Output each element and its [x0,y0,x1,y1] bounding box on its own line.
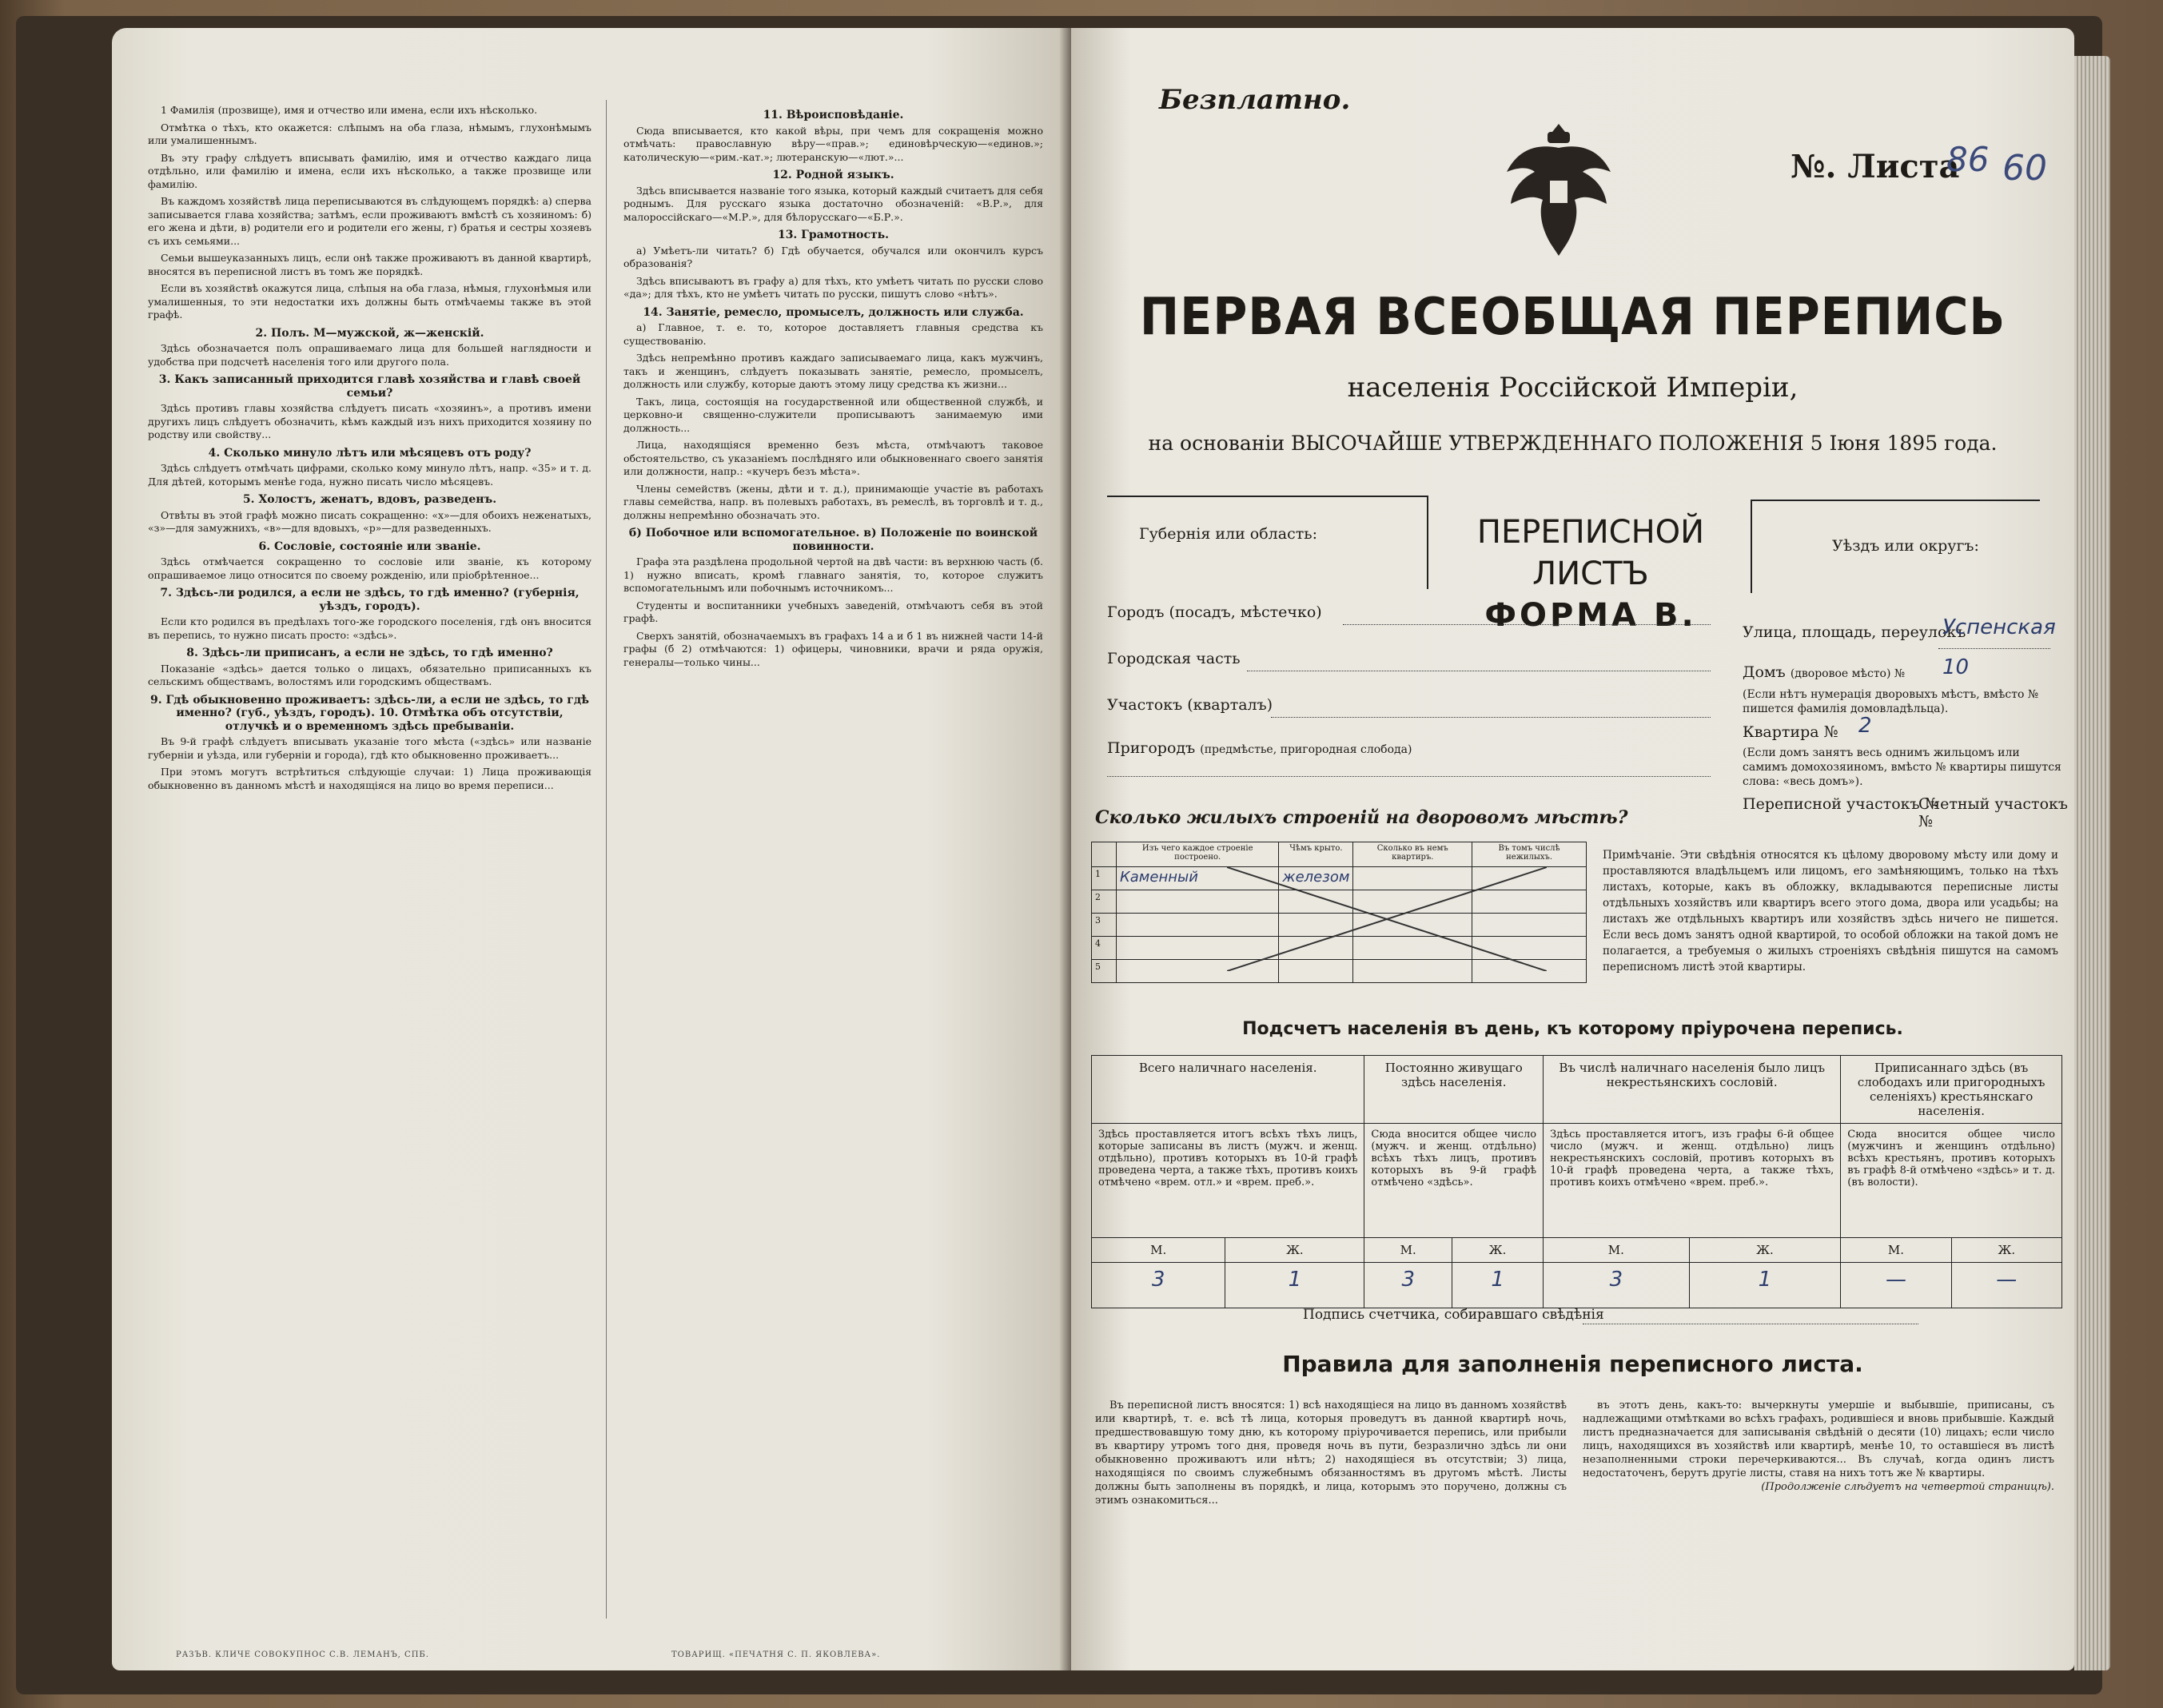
rules-column-2 [1583,1399,2054,1494]
instruction-heading: 13. Грамотность. [777,229,890,241]
instruction-paragraph: а) Умѣетъ-ли читать? б) Гдѣ обучается, обучался или окончилъ курсъ образованія? [623,244,1043,269]
street-field [1938,647,2050,649]
count-title: Подсчетъ населенія въ день, къ которому пріурочена перепись. [1242,1019,1903,1039]
printer-imprint-right: ТОВАРИЩ. «ПЕЧАТНЯ С. П. ЯКОВЛЕВА». [671,1650,881,1659]
non-peasant-female: 1 [1689,1263,1841,1308]
sex-f: Ж. [1951,1238,2061,1263]
instruction-paragraph: Семьи вышеуказанныхъ лицъ, если онѣ также проживаютъ въ данной квартирѣ, вносятся въ переписной листъ въ томъ же порядкѣ. [148,252,592,277]
suburb-label-text: Пригородъ [1107,739,1196,757]
instruction-paragraph: Лица, находящіяся временно безъ мѣста, отмѣчаютъ таковое обстоятельство, съ указаніемъ послѣдняго или обыкновеннаго своего занятія или должности, напр.: «кучеръ безъ мѣста». [623,439,1043,477]
count-desc-total: Здѣсь проставляется итогъ всѣхъ тѣхъ лицъ, которые записаны въ листъ (мужч. и женщ. отдѣльно), противъ которыхъ въ 10-й графѣ проведена черта, а также тѣхъ, противъ коихъ отмѣчено «врем. отл.» и «врем. преб.». [1092,1124,1364,1238]
row-number: 4 [1092,937,1117,960]
instruction-heading: 7. Здѣсь-ли родился, а если не здѣсь, то гдѣ именно? (губернія, уѣздъ, городъ). [160,587,580,613]
row-number: 1 [1092,867,1117,890]
instruction-heading: 4. Сколько минуло лѣтъ или мѣсяцевъ отъ роду? [208,446,532,460]
area-label: Участокъ (кварталъ) [1107,696,1273,714]
suburb-label [1107,739,1412,757]
buildings-header-apartments: Сколько въ немъ квартиръ. [1353,842,1472,867]
instruction-paragraph: 1 Фамилія (прозвище), имя и отчество или имена, если ихъ нѣсколько. [161,104,538,116]
instruction-paragraph: При этомъ могутъ встрѣтиться слѣдующіе случаи: 1) Лица проживающія обыкновенно въ данномъ мѣстѣ и находящіяся на лицо во время переписи... [148,766,592,791]
sex-m: М. [1364,1238,1452,1263]
sex-m: М. [1841,1238,1951,1263]
instruction-paragraph: Здѣсь противъ главы хозяйства слѣдуетъ писать «хозяинъ», а противъ имени другихъ лицъ слѣдуетъ обозначить, кѣмъ каждый изъ нихъ приходится хозяину по родству или свойству... [148,402,592,440]
right-page [1071,28,2074,1670]
document-title: ПЕРВАЯ ВСЕОБЩАЯ ПЕРЕПИСЬ [1139,288,2006,347]
province-label: Губернія или область: [1139,525,1317,543]
instruction-paragraph: Здѣсь слѣдуетъ отмѣчать цифрами, сколько кому минуло лѣтъ, напр. «35» и т. д. Для дѣтей, которымъ менѣе года, нужно писать число мѣсяцевъ. [148,462,592,488]
instruction-paragraph: Въ каждомъ хозяйствѣ лица переписываются въ слѣдующемъ порядкѣ: а) сперва записывается глава хозяйства; затѣмъ, если проживаютъ вмѣстѣ съ хозяиномъ: б) его жена и дѣти, в) родители его и родители его жены, г) братья и сестры хозяевъ съ ихъ семьями... [148,195,592,247]
census-area-label: Переписной участокъ № [1743,795,1939,813]
instruction-paragraph: Сюда вписывается, кто какой вѣры, при чемъ для сокращенія можно отмѣчать: православную вѣру—«прав.»; единовѣрческую—«единов.»; католическую—«рим.-кат.»; лютеранскую—«лют.»... [623,124,1043,163]
row-number: 5 [1092,960,1117,983]
free-label: Безплатно. [1159,84,1351,116]
count-desc-peasant: Сюда вносится общее число (мужчинъ и женщинъ отдѣльно) всѣхъ крестьянъ, противъ которыхъ въ графѣ 8-й отмѣчено «здѣсь» и т. д. (въ волости). [1841,1124,2062,1238]
area-field [1271,716,1711,718]
peasant-male: — [1841,1263,1951,1308]
house-label-text: Домъ [1743,663,1786,681]
total-female: 1 [1225,1263,1364,1308]
sex-m: М. [1544,1238,1689,1263]
row-number: 3 [1092,914,1117,937]
house-note: (Если нѣтъ нумерація дворовыхъ мѣстъ, вмѣсто № пишется фамилія домовладѣльца). [1743,688,2039,715]
instruction-heading: 6. Сословіе, состояніе или званіе. [258,539,481,553]
house-value: 10 [1942,655,1970,679]
city-label: Городъ (посадъ, мѣстечко) [1107,603,1322,621]
instructions-column-1 [148,104,592,796]
rules-text-right: въ этотъ день, какъ-то: вычеркнуты умершіе и выбывшіе, приписаны, съ надлежащими отмѣтками во всѣхъ графахъ, родившіеся и вновь прибывшіе. Каждый листъ предназначается для записыванія свѣдѣній о десяти (10) лицахъ; если число лицъ, находящихся въ хозяйствѣ или квартирѣ, менѣе 10, то оставшіеся въ листѣ незаполненными строки перечеркиваются... Въ случаѣ, когда одинъ листъ недостаточенъ, берутъ другіе листы, ставя на нихъ тотъ же № квартиры. [1583,1399,2054,1479]
rules-text-left: Въ переписной листъ вносятся: 1) всѣ находящіеся на лицо въ данномъ хозяйствѣ или квартирѣ, т. е. всѣ тѣ лица, которыя проведутъ въ данной квартирѣ ночь, предшествовавшую тому дню, къ которому пріурочивается перепись, или прибыли въ квартиру утромъ того дня, проведя ночь въ пути, безразлично здѣсь ли они обыкновенно проживаютъ или нѣтъ; 2) находящіеся въ отсутствіи; 3) лица, находящіяся по своимъ служебнымъ обязанностямъ въ другомъ мѣстѣ. Листы должны быть заполнены въ порядкѣ, и лица, которымъ это поручено, должны съ этимъ ознакомиться... [1095,1399,1567,1507]
sex-f: Ж. [1689,1238,1841,1263]
enumerator-signature-field [1583,1323,1918,1324]
suburb-field [1107,775,1711,777]
district-label: Уѣздъ или округъ: [1832,537,1979,555]
instruction-heading: 2. Полъ. М—мужской, ж—женскій. [255,326,484,340]
instruction-heading: 14. Занятіе, ремесло, промыселъ, должность или служба. [643,305,1024,319]
instruction-heading: 8. Здѣсь-ли приписанъ, а если не здѣсь, то гдѣ именно? [186,647,553,659]
double-headed-eagle-emblem-icon [1495,116,1623,260]
buildings-header-roof: Чѣмъ крыто. [1279,842,1353,867]
corner-page-number: 60 [2002,148,2047,189]
count-sex-row [1092,1238,2062,1263]
count-header-total: Всего наличнаго населенія. [1092,1056,1364,1124]
rules-title: Правила для заполненія переписного листа. [1282,1351,1863,1377]
instruction-paragraph: а) Главное, т. е. то, которое доставляетъ главныя средства къ существованію. [623,321,1043,347]
rules-continued-note: (Продолженіе слѣдуетъ на четвертой страницѣ). [1761,1481,2054,1493]
count-desc-non-peasant: Здѣсь проставляется итогъ, изъ графы 6-й общее число (мужч. и женщ. отдѣльно) лицъ некрестьянскихъ сословій, противъ которыхъ въ 10-й графѣ проведена черта, а также тѣхъ, противъ коихъ отмѣчено «врем. преб.». [1544,1124,1841,1238]
sheet-number-value: 86 [1946,140,1990,179]
city-part-label: Городская часть [1107,650,1241,667]
instruction-heading: 5. Холостъ, женатъ, вдовъ, разведенъ. [242,493,497,506]
count-header-peasant: Приписаннаго здѣсь (въ слободахъ или пригородныхъ селеніяхъ) крестьянскаго населенія. [1841,1056,2062,1124]
instruction-paragraph: Здѣсь непремѣнно противъ каждаго записываемаго лица, какъ мужчинъ, такъ и женщинъ, слѣдуетъ показывать занятіе, ремесло, промыселъ, должность или службу, которые даютъ этому лицу средства къ жизни... [623,352,1043,390]
count-description-row [1092,1124,2062,1238]
page-stack-edge [2074,56,2110,1670]
instruction-paragraph: Въ 9-й графѣ слѣдуетъ вписывать указаніе того мѣста («здѣсь» или названіе губерніи и уѣзда, или губерніи и города), гдѣ кто обыкновенно проживаетъ... [148,735,592,761]
street-value: Успенская [1942,615,2056,639]
building-material: Каменный [1117,867,1279,890]
instruction-paragraph: Такъ, лица, состоящія на государственной или общественной службѣ, и церковно-и священно-служители прописываютъ занимаемую ими должность... [623,395,1043,434]
instruction-heading: 11. Вѣроисповѣданіе. [763,109,904,121]
apartment-note: (Если домъ занятъ весь однимъ жильцомъ или самимъ домохозяиномъ, вмѣсто № квартиры пишутся слова: «весь домъ»). [1743,747,2061,788]
permanent-male: 3 [1364,1263,1452,1308]
rules-column-1 [1095,1399,1567,1507]
document-subtitle: населенія Россійской Имперіи, [1347,372,1799,404]
population-count-table [1091,1055,2062,1308]
buildings-header-num [1092,842,1117,867]
instruction-heading: б) Побочное или вспомогательное. в) Положеніе по воинской повинности. [628,527,1038,553]
apartment-value: 2 [1858,714,1872,738]
instruction-paragraph: Здѣсь отмѣчается сокращенно то сословіе или званіе, къ которому опрашиваемое лицо относится по своему рожденію, или пріобрѣтенное... [148,555,592,581]
crossed-out-cells-mark [1227,867,1547,971]
form-title-line-1: ПЕРЕПИСНОЙ ЛИСТЪ [1476,514,1705,592]
buildings-header-material: Изъ чего каждое строеніе построено. [1117,842,1279,867]
sheet-number-label: №. Листа [1791,148,1960,185]
house-hint: (дворовое мѣсто) № [1790,667,1906,680]
count-header-permanent: Постоянно живущаго здѣсь населенія. [1364,1056,1544,1124]
instruction-paragraph: Здѣсь обозначается полъ опрашиваемаго лица для большей наглядности и удобства при подсчетѣ населенія того или другого пола. [148,342,592,368]
enumerator-signature-label: Подпись счетчика, собиравшаго свѣдѣнія [1303,1307,1604,1323]
form-title [1423,512,1759,636]
instruction-heading: 3. Какъ записанный приходится главѣ хозяйства и главѣ своей семьи? [158,373,581,400]
count-values-row [1092,1263,2062,1308]
instruction-paragraph: Сверхъ занятій, обозначаемыхъ въ графахъ 14 а и б 1 въ нижней части 14-й графы (б 2) отмѣчаются: 1) офицеры, чиновники, врачи и ряда оружія, генералы—только чины... [623,629,1043,668]
instruction-paragraph: Если въ хозяйствѣ окажутся лица, слѣпыя на оба глаза, нѣмыя, глухонѣмыя или умалишенныя, то эти недостатки ихъ должны быть отмѣчаемы также въ этой графѣ. [148,282,592,320]
total-male: 3 [1092,1263,1225,1308]
instruction-paragraph: Показаніе «здѣсь» дается только о лицахъ, обязательно приписанныхъ къ сельскимъ обществамъ, волостямъ или городскимъ обществамъ. [148,662,592,687]
city-field [1343,623,1711,625]
sex-m: М. [1092,1238,1225,1263]
instruction-paragraph: Въ эту графу слѣдуетъ вписывать фамилію, имя и отчество каждаго лица отдѣльно, или фамилію и имена, если ихъ нѣсколько, а также прозвище или фамилію. [148,151,592,190]
buildings-note: Примѣчаніе. Эти свѣдѣнія относятся къ цѣлому дворовому мѣсту или дому и проставляются владѣльцемъ или лицомъ, его замѣняющимъ, только на тѣхъ листахъ, которые, какъ въ обложку, вкладываются переписные листы отдѣльныхъ хозяйствъ или квартиръ всего этого дома, двора или усадьбы; на листахъ же отдѣльныхъ квартиръ или хозяйствъ здѣсь ничего не пишется. Если весь домъ занятъ одной квартирой, то особой обложки на такой домъ не полагается, а требуемыя о жилыхъ строеніяхъ свѣдѣнія пишутся на самомъ переписномъ листѣ этой квартиры. [1603,849,2058,973]
legal-basis: на основаніи ВЫСОЧАЙШЕ УТВЕРЖДЕННАГО ПОЛОЖЕНІЯ 5 Іюня 1895 года. [1148,432,1998,455]
instruction-paragraph: Отмѣтка о тѣхъ, кто окажется: слѣпымъ на оба глаза, нѣмымъ, глухонѣмымъ или умалишеннымъ. [148,121,592,146]
count-header-row [1092,1056,2062,1124]
instruction-paragraph: Студенты и воспитанники учебныхъ заведеній, отмѣчаютъ себя въ этой графѣ. [623,599,1043,624]
form-title-line-2: ФОРМА В. [1484,597,1697,634]
province-box [1107,496,1428,589]
house-label [1743,663,1905,681]
buildings-header-nonresidential: Въ томъ числѣ нежилыхъ. [1472,842,1587,867]
building-roof: железом [1279,867,1353,890]
column-divider [606,100,607,1618]
instruction-heading: 12. Родной языкъ. [772,169,894,181]
sex-f: Ж. [1452,1238,1544,1263]
buildings-header-row [1092,842,1587,867]
instruction-paragraph: Отвѣты въ этой графѣ можно писать сокращенно: «х»—для обоихъ неженатыхъ, «з»—для замужнихъ, «в»—для вдовыхъ, «р»—для разведенныхъ. [148,508,592,534]
non-peasant-male: 3 [1544,1263,1689,1308]
peasant-female: — [1951,1263,2061,1308]
count-desc-permanent: Сюда вносится общее число (мужч. и женщ. отдѣльно) всѣхъ тѣхъ лицъ, противъ которыхъ въ 9-й графѣ отмѣчено «здѣсь». [1364,1124,1544,1238]
city-part-field [1247,670,1711,671]
instruction-paragraph: Члены семействъ (жены, дѣти и т. д.), принимающіе участіе въ работахъ главы семейства, напр. въ полевыхъ работахъ, въ ремеслѣ, въ торговлѣ и т. д., должны непремѣнно обозначать это. [623,482,1043,521]
instruction-paragraph: Здѣсь вписывается названіе того языка, который каждый считаетъ для себя роднымъ. Для русскаго языка достаточно обозначеній: «В.Р.», для малороссійскаго—«М.Р.», для бѣлорусскаго—«Б.Р.». [623,184,1043,223]
count-header-non-peasant: Въ числѣ наличнаго населенія было лицъ некрестьянскихъ сословій. [1544,1056,1841,1124]
district-box [1751,500,2040,593]
suburb-hint: (предмѣстье, пригородная слобода) [1200,743,1412,756]
instruction-paragraph: Графа эта раздѣлена продольной чертой на двѣ части: въ верхнюю часть (б. 1) нужно вписать, кромѣ главнаго занятія, то, которое служитъ вспомогательнымъ или побочнымъ источникомъ... [623,555,1043,594]
instruction-paragraph: Здѣсь вписываютъ въ графу а) для тѣхъ, кто умѣетъ читать по русски слово «да»; для тѣхъ, кто не умѣетъ читать по русски, пишутъ слово «нѣтъ». [623,274,1043,300]
buildings-question: Сколько жилыхъ строеній на дворовомъ мѣстѣ? [1095,807,1628,828]
sex-f: Ж. [1225,1238,1364,1263]
instructions-column-2 [623,104,1043,673]
left-page [112,28,1071,1670]
count-area-label: Счетный участокъ № [1918,795,2068,830]
apartment-label: Квартира № [1743,723,1838,741]
permanent-female: 1 [1452,1263,1544,1308]
instruction-heading: 9. Гдѣ обыкновенно проживаетъ: здѣсь-ли, а если не здѣсь, то гдѣ именно? (губ., уѣздъ, городъ). 10. Отмѣтка объ отсутствіи, отлучкѣ и о временномъ здѣсь пребываніи. [149,693,589,733]
instruction-paragraph: Если кто родился въ предѣлахъ того-же городского поселенія, гдѣ онъ вносится въ перепись, то нужно писать просто: «здѣсь». [148,615,592,641]
row-number: 2 [1092,890,1117,914]
printer-imprint-left: РАЗЪВ. КЛИЧЕ СОВОКУПНОС С.В. ЛЕМАНЪ, СПБ. [176,1650,429,1659]
street-label: Улица, площадь, переулокъ [1743,623,1966,641]
